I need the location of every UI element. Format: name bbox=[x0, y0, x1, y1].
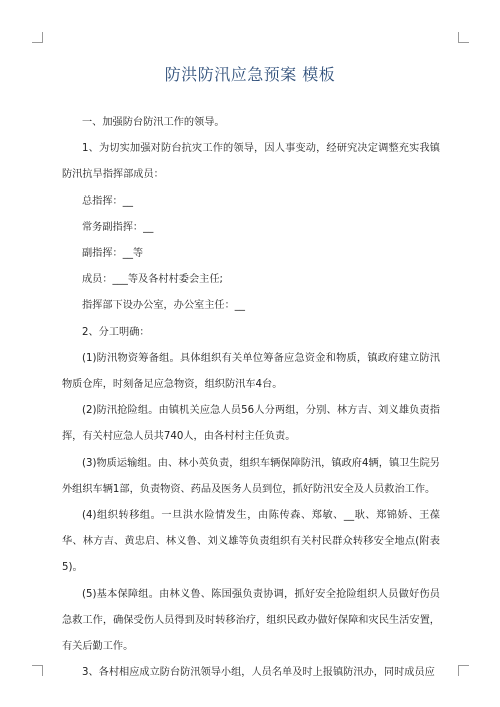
paragraph: (1)防汛物资筹备组。具体组织有关单位筹备应急资金和物质，镇政府建立防汛物质仓库，时刻备足应急物资，组织防汛车4台。 bbox=[62, 352, 440, 391]
paragraph: 副指挥：__等 bbox=[82, 248, 144, 260]
paragraph: (2)防汛抢险组。由镇机关应急人员56人分两组，分别、林方吉、刘义雄负责指挥，有关村应急人员共740人，由各村村主任负责。 bbox=[62, 405, 440, 443]
paragraph: 常务副指挥：__ bbox=[82, 221, 154, 233]
paragraph: 一、加强防台防汛工作的领导。 bbox=[82, 117, 225, 128]
crop-mark-bottom-left bbox=[32, 665, 43, 676]
crop-mark-top-right bbox=[458, 32, 469, 43]
paragraph: (3)物质运输组。由、林小英负责，组织车辆保障防汛，镇政府4辆，镇卫生院另外组织车辆1部，负责物资、药品及医务人员到位，抓好防汛安全及人员救治工作。 bbox=[62, 457, 440, 495]
crop-mark-top-left bbox=[32, 32, 43, 43]
paragraph: (5)基本保障组。由林义鲁、陈国强负责协调，抓好安全抢险组织人员做好伤员急救工作，确保受伤人员得到及时转移治疗，组织民政办做好保障和灾民生活安置，有关后勤工作。 bbox=[62, 588, 440, 653]
paragraph: (4)组织转移组。一旦洪水险情发生，由陈传森、郑敏、__耿、郑锦娇、王葆华、林方吉、黄忠启、林义鲁、刘义雄等负责组织有关村民群众转移安全地点(附表5)。 bbox=[62, 510, 440, 574]
paragraph: 1、为切实加强对防台抗灾工作的领导，因人事变动，经研究决定调整充实我镇防汛抗旱指挥部成员： bbox=[62, 143, 440, 181]
paragraph: 2、分工明确： bbox=[82, 326, 150, 338]
paragraph: 总指挥：__ bbox=[82, 195, 133, 207]
paragraph: 指挥部下设办公室，办公室主任：__ bbox=[82, 300, 245, 312]
paragraph: 3、各村相应成立防台防汛领导小组，人员名单及时上报镇防汛办，同时成员应 bbox=[82, 667, 435, 679]
document-title: 防洪防汛应急预案 模板 bbox=[164, 65, 336, 84]
crop-mark-bottom-right bbox=[458, 665, 469, 676]
paragraph: 成员：___等及各村村委会主任; bbox=[82, 274, 223, 286]
document-body bbox=[62, 110, 440, 686]
